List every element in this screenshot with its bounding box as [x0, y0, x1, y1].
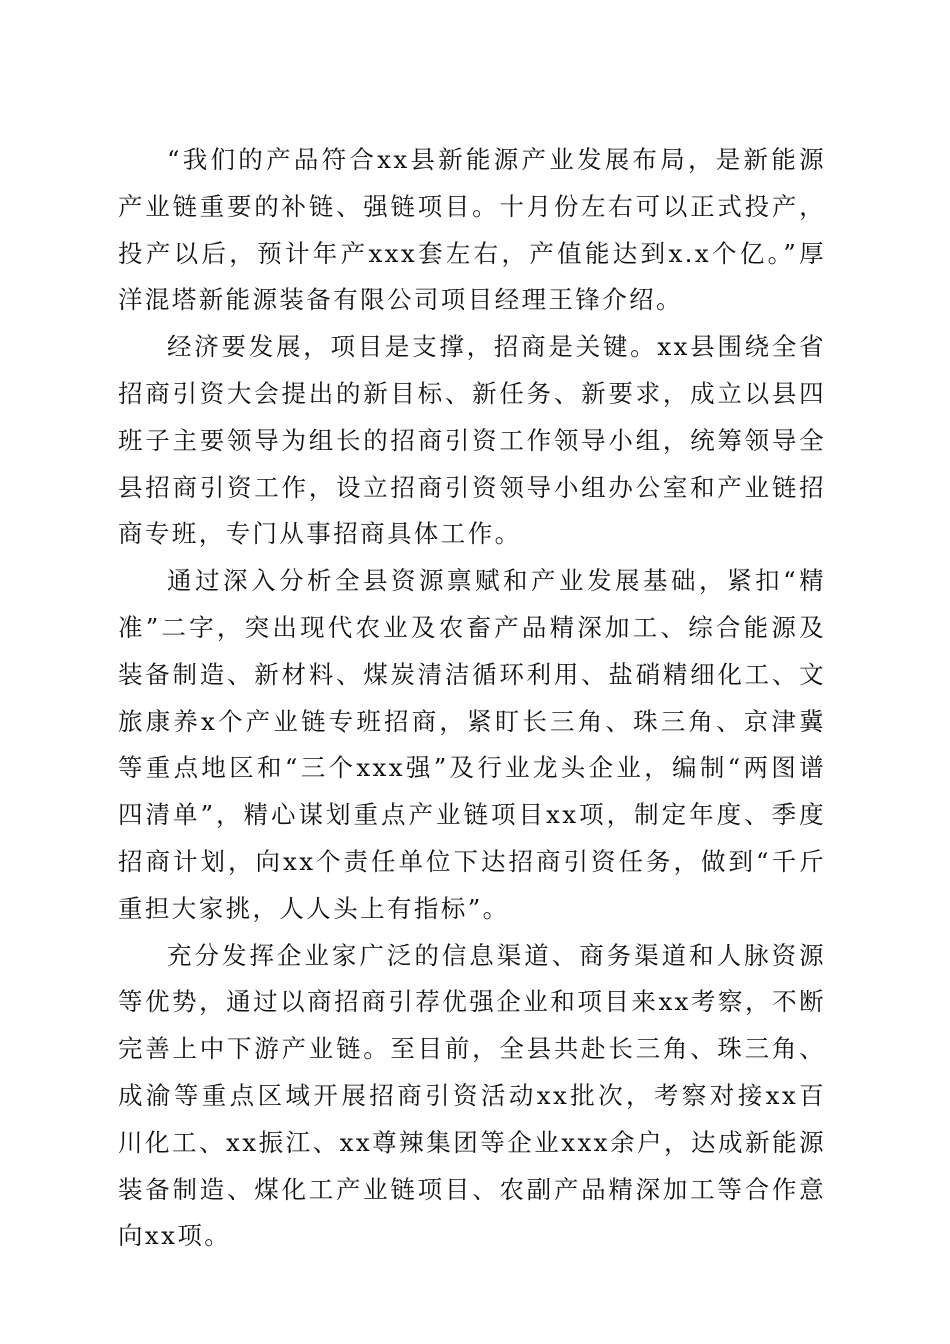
- paragraph-2: 经济要发展，项目是支撑，招商是关键。xx县围绕全省招商引资大会提出的新目标、新任务、新要求，成立以县四班子主要领导为组长的招商引资工作领导小组，统筹领导全县招商引资工作，设立招商引资领导小组办公室和产业链招商专班，专门从事招商具体工作。: [118, 332, 826, 549]
- document-body: [118, 137, 826, 1260]
- paragraph-3: 通过深入分析全县资源禀赋和产业发展基础，紧扣“精准”二字，突出现代农业及农畜产品精深加工、综合能源及装备制造、新材料、煤炭清洁循环利用、盐硝精细化工、文旅康养x个产业链专班招商，紧盯长三角、珠三角、京津冀等重点地区和“三个xxx强”及行业龙头企业，编制“两图谱四清单”，精心谋划重点产业链项目xx项，制定年度、季度招商计划，向xx个责任单位下达招商引资任务，做到“千斤重担大家挑，人人头上有指标”。: [118, 566, 826, 923]
- paragraph-1: “我们的产品符合xx县新能源产业发展布局，是新能源产业链重要的补链、强链项目。十月份左右可以正式投产，投产以后，预计年产xxx套左右，产值能达到x.x个亿。”厚洋混塔新能源装备有限公司项目经理王锋介绍。: [118, 145, 826, 315]
- paragraph-4: 充分发挥企业家广泛的信息渠道、商务渠道和人脉资源等优势，通过以商招商引荐优强企业和项目来xx考察，不断完善上中下游产业链。至目前，全县共赴长三角、珠三角、成渝等重点区域开展招商引资活动xx批次，考察对接xx百川化工、xx振江、xx尊辣集团等企业xxx余户，达成新能源装备制造、煤化工产业链项目、农副产品精深加工等合作意向xx项。: [118, 940, 826, 1251]
